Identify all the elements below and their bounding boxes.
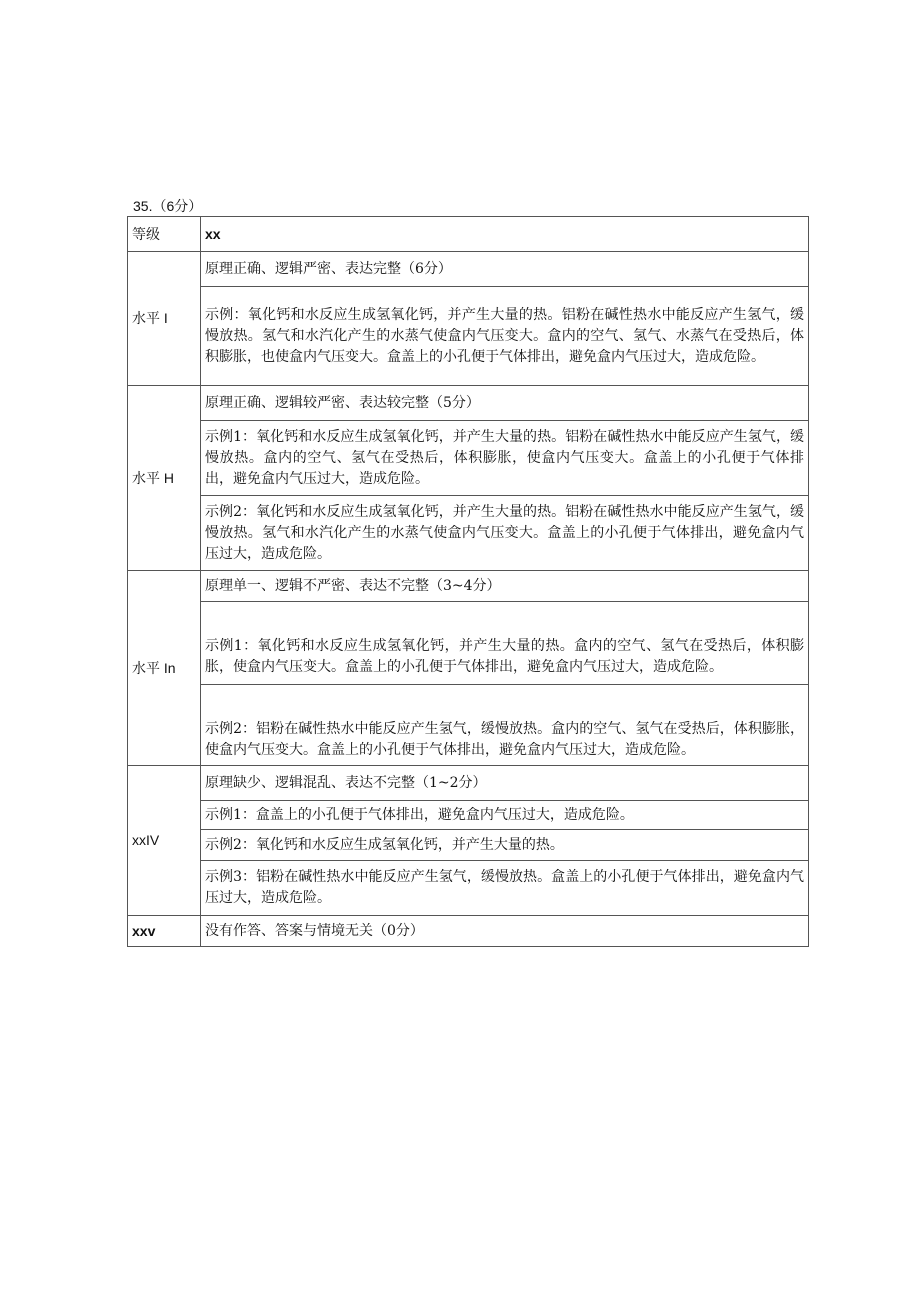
level-2-example-row bbox=[128, 421, 809, 496]
level-4-example-row bbox=[128, 830, 809, 861]
level-3-criterion-row bbox=[128, 571, 809, 602]
level-3-example-row bbox=[128, 602, 809, 685]
level-4-example-3: 示例3：铝粉在碱性热水中能反应产生氢气，缓慢放热。盒盖上的小孔便于气体排出，避免盒内气压过大，造成危险。 bbox=[201, 861, 809, 916]
level-4-example-row bbox=[128, 861, 809, 916]
level-5-name: xxv bbox=[128, 916, 201, 947]
level-2-example-row bbox=[128, 496, 809, 571]
level-2-example-2: 示例2：氧化钙和水反应生成氢氧化钙，并产生大量的热。铝粉在碱性热水中能反应产生氢气，缓慢放热。氢气和水汽化产生的水蒸气使盒内气压变大。盒盖上的小孔便于气体排出，避免盒内气压过大，造成危险。 bbox=[201, 496, 809, 571]
header-level-cell: 等级 bbox=[128, 217, 201, 252]
level-4-name: xxIV bbox=[128, 766, 201, 916]
level-2-example-1: 示例1：氧化钙和水反应生成氢氧化钙，并产生大量的热。铝粉在碱性热水中能反应产生氢气，缓慢放热。盒内的空气、氢气在受热后，体积膨胀，使盒内气压变大。盒盖上的小孔便于气体排出，避免盒内气压过大，造成危险。 bbox=[201, 421, 809, 496]
level-3-example-row bbox=[128, 685, 809, 766]
level-3-name: 水平 In bbox=[128, 571, 201, 766]
level-1-example-row bbox=[128, 287, 809, 386]
level-1-criterion: 原理正确、逻辑严密、表达完整（6分） bbox=[201, 252, 809, 287]
level-1-criterion-row bbox=[128, 252, 809, 287]
level-4-example-1: 示例1：盒盖上的小孔便于气体排出，避免盒内气压过大，造成危险。 bbox=[201, 801, 809, 830]
level-5-row bbox=[128, 916, 809, 947]
level-1-example-1: 示例：氧化钙和水反应生成氢氧化钙，并产生大量的热。铝粉在碱性热水中能反应产生氢气，缓慢放热。氢气和水汽化产生的水蒸气使盒内气压变大。盒内的空气、氢气、水蒸气在受热后，体积膨胀，也使盒内气压变大。盒盖上的小孔便于气体排出，避免盒内气压过大，造成危险。 bbox=[201, 287, 809, 386]
question-number-label: 35.（6分） bbox=[133, 198, 203, 214]
level-5-criterion: 没有作答、答案与情境无关（0分） bbox=[201, 916, 809, 947]
level-3-example-1: 示例1：氧化钙和水反应生成氢氧化钙，并产生大量的热。盒内的空气、氢气在受热后，体积膨胀，使盒内气压变大。盒盖上的小孔便于气体排出，避免盒内气压过大，造成危险。 bbox=[201, 602, 809, 685]
level-2-criterion-row bbox=[128, 386, 809, 421]
level-4-example-row bbox=[128, 801, 809, 830]
level-2-name: 水平 H bbox=[128, 386, 201, 571]
level-3-example-2: 示例2：铝粉在碱性热水中能反应产生氢气，缓慢放热。盒内的空气、氢气在受热后，体积膨胀，使盒内气压变大。盒盖上的小孔便于气体排出，避免盒内气压过大，造成危险。 bbox=[201, 685, 809, 766]
scoring-rubric-table bbox=[127, 216, 809, 947]
level-4-criterion-row bbox=[128, 766, 809, 801]
level-3-criterion: 原理单一、逻辑不严密、表达不完整（3~4分） bbox=[201, 571, 809, 602]
level-4-criterion: 原理缺少、逻辑混乱、表达不完整（1~2分） bbox=[201, 766, 809, 801]
header-content-cell: xx bbox=[201, 217, 809, 252]
level-1-name: 水平 I bbox=[128, 252, 201, 386]
level-4-example-2: 示例2：氧化钙和水反应生成氢氧化钙，并产生大量的热。 bbox=[201, 830, 809, 861]
level-2-criterion: 原理正确、逻辑较严密、表达较完整（5分） bbox=[201, 386, 809, 421]
table-header-row bbox=[128, 217, 809, 252]
